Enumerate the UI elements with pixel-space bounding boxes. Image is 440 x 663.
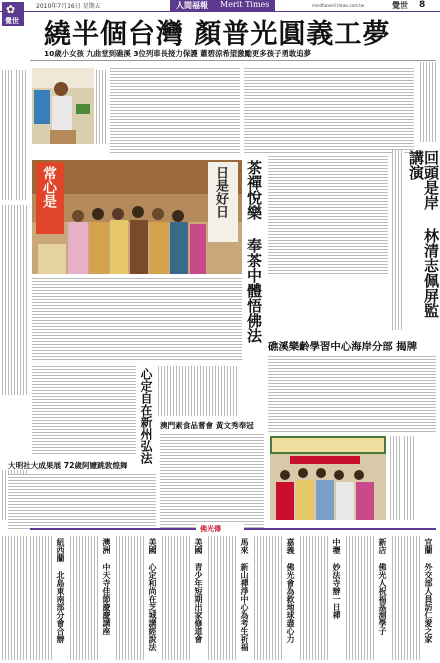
bottom-article: 中壢 妙法寺辦一日禪: [300, 536, 344, 660]
tea-ceremony-photo: [32, 160, 242, 274]
macau-story-body: [160, 434, 264, 530]
left-column-text: [2, 70, 14, 200]
bridge-photo-caption: [390, 436, 400, 520]
main-story-body: [244, 68, 414, 154]
macau-headline: 澳門素食品嘗會 黃文秀奉冠: [160, 421, 254, 430]
bottom-article: 美國 心定和尚在芝城講經說法: [116, 536, 160, 660]
website-url: mindfunenli.times.com.tw: [312, 3, 365, 8]
girl-photo: [32, 68, 94, 144]
right-story-body: [268, 156, 388, 274]
heart-story-column: [158, 366, 238, 416]
tea-story-body: [32, 278, 242, 362]
bottom-article: 馬來 新山禪淨中心為考生祈福: [208, 536, 252, 660]
paper-name: 人間福報: [176, 1, 208, 10]
main-subheadline: 10歲小女孩 九曲堂到礁溪 3位列車長接力保護 蕭碧涼希望激勵更多孩子勇敢追夢: [44, 49, 312, 58]
issue-date: 2010年7月16日 星期五: [36, 3, 101, 10]
paper-logo: [170, 0, 275, 11]
logo-text: 覺世: [5, 17, 19, 25]
paper-name-en: Merit Times: [220, 0, 270, 9]
lotus-icon: ✿: [6, 3, 16, 16]
masthead: [0, 0, 440, 12]
bridge-photo-caption: [404, 436, 414, 520]
tea-headline: 茶禪悅樂 奉茶中體悟佛法: [245, 160, 263, 343]
bottom-article: 澳洲 中天寺佳節慶慶講座: [70, 536, 114, 660]
divider: [30, 60, 436, 61]
main-story-body: [110, 68, 240, 154]
right-story-column: [392, 150, 404, 330]
bottom-article: 美國 青少年短期出家修道會: [162, 536, 206, 660]
dahe-headline: 大明社大成果展 72歲阿嬤跳敦煌舞: [8, 461, 128, 470]
right-story-headline: 回頭是岸 林清志佩屏監講演: [407, 150, 440, 318]
bottom-article: 宜蘭 外交部人員訪仁愛之家: [392, 536, 436, 660]
bottom-article: 新店 佛光人祝福基測學子: [346, 536, 390, 660]
left-column-text: [2, 205, 28, 395]
left-column-text: [2, 536, 28, 660]
bottom-article: 嘉義 佛光會為救地球盡心力: [254, 536, 298, 660]
side-tag: [420, 62, 438, 142]
bottom-articles: [30, 536, 436, 660]
heart-story-body: [32, 366, 136, 454]
left-column-text: [16, 70, 28, 200]
bridge-photo: [270, 436, 386, 520]
bridge-headline: 礁溪樂齡學習中心海岸分部 揭牌: [268, 341, 418, 353]
bridge-story-body: [268, 356, 436, 432]
banner-left: 常心是: [36, 162, 64, 234]
page-number: 8: [419, 0, 426, 10]
section-name: 覺世: [392, 1, 408, 10]
bottom-section-label: 佛光傳: [196, 524, 244, 534]
girl-caption: [96, 70, 106, 144]
bottom-article: 紐西蘭 北島東南部分會合辦: [30, 536, 68, 660]
dahe-story-body: [8, 474, 156, 530]
heart-headline: 心定自在新州弘法: [139, 368, 153, 464]
main-headline: 繞半個台灣 顏普光圓義工夢: [44, 19, 391, 50]
section-logo: [2, 2, 24, 26]
banner-right: 日是好日: [208, 162, 238, 242]
